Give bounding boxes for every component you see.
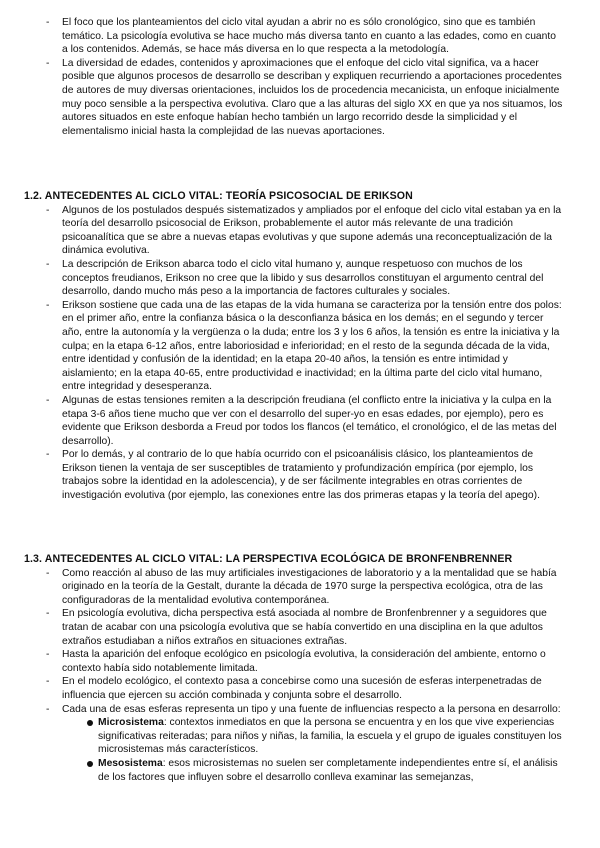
term-description: : esos microsistemas no suelen ser completamente independientes entre sí, el análisis de los factores que influyen sobre el desarrollo conlleva examinar las semejanzas, <box>98 757 558 783</box>
sub-list-item <box>0 757 600 784</box>
section-heading: 1.3. ANTECEDENTES AL CICLO VITAL: LA PERSPECTIVA ECOLÓGICA DE BRONFENBRENNER <box>24 553 513 565</box>
section-erikson <box>0 190 600 503</box>
section-bronfenbrenner <box>0 553 600 784</box>
list-item: - La descripción de Erikson abarca todo el ciclo vital humano y, aunque respetuoso con muchos de los conceptos freudianos, Erikson no cree que la libido y sus desarrollos constituyan el argumento central del desarrollo, dando mucho más peso a la importancia de factores culturales y sociales. <box>0 258 600 299</box>
list-item: - Algunos de los postulados después sistematizados y ampliados por el enfoque del ciclo vital estaban ya en la teoría del desarrollo psicosocial de Erikson, probablemente el autor más relevante de una tradición psicoanalítica que se abre a nuevas etapas evolutivas y que supone además una reconceptualización de la dinámica evolutiva. <box>0 204 600 258</box>
term-description: : contextos inmediatos en que la persona se encuentra y en los que vive experiencias significativas reiteradas; para niños y niñas, la familia, la escuela y el grupo de iguales constituyen los microsistemas más característicos. <box>98 717 562 756</box>
list-item: - Algunas de estas tensiones remiten a la descripción freudiana (el conflicto entre la iniciativa y la culpa en la etapa 3-6 años tiene mucho que ver con el desarrollo del super-yo en esas edades, por ejemplo), pero es evidente que Erikson desborda a Freud por todos los flancos (el temático, el cronológico, el de las metas del desarrollo). <box>0 394 600 448</box>
erikson-list <box>0 204 600 503</box>
section-heading: 1.2. ANTECEDENTES AL CICLO VITAL: TEORÍA PSICOSOCIAL DE ERIKSON <box>24 190 413 202</box>
list-item: - Cada una de esas esferas representa un tipo y una fuente de influencias respecto a la persona en desarrollo: <box>0 703 600 717</box>
list-item: - Erikson sostiene que cada una de las etapas de la vida humana se caracteriza por la tensión entre dos polos: en el primer año, entre la confianza básica o la desconfianza básica en los demás; en el segundo y tercer año, entre la autonomía y la vergüenza o la duda; entre los 3 y los 6 años, la tensión es entre la iniciativa y la culpa; en la etapa 6-12 años, entre laboriosidad e inferioridad; en el resto de la segunda década de la vida, entre identidad y confusión de la identidad; en la etapa 20-40 años, la tensión es entre intimidad y aislamiento; en la etapa 40-65, entre productividad e inactividad; en la última parte del ciclo vital humano, entre integridad y desesperanza. <box>0 299 600 394</box>
list-item: - En el modelo ecológico, el contexto pasa a concebirse como una sucesión de esferas interpenetradas de influencia que ejercen su acción combinada y conjunta sobre el desarrollo. <box>0 675 600 702</box>
bronfenbrenner-list <box>0 567 600 717</box>
intro-list <box>0 16 600 138</box>
list-item: - En psicología evolutiva, dicha perspectiva está asociada al nombre de Bronfenbrenner y a seguidores que tratan de acabar con una psicología evolutiva que se había convertido en una disciplina en la que adultos extraños estudiaban a niños extraños en situaciones extrañas. <box>0 607 600 648</box>
systems-sublist <box>0 716 600 784</box>
list-item: - Como reacción al abuso de las muy artificiales investigaciones de laboratorio y a la mentalidad que se había originado en la teoría de la Gestalt, durante la década de 1970 surge la perspectiva ecológica, otra de las configuradoras de la mentalidad evolutiva contemporánea. <box>0 567 600 608</box>
list-item: - El foco que los planteamientos del ciclo vital ayudan a abrir no es sólo cronológico, sino que es también temático. La psicología evolutiva se hace mucho más diversa tanto en cuanto a las edades, como en cuanto a los contenidos. Además, se hace más diversa en lo que respecta a la metodología. <box>0 16 600 57</box>
sub-list-item <box>0 716 600 757</box>
list-item: - Por lo demás, y al contrario de lo que había ocurrido con el psicoanálisis clásico, los planteamientos de Erikson tienen la ventaja de ser susceptibles de tratamiento y profundización empírica (por ejemplo, los trabajos sobre la identidad en la adolescencia), y de ser fácilmente integrables en otras corrientes de investigación evolutiva (por ejemplo, las conexiones entre las dos primeras etapas y la teoría del apego). <box>0 448 600 502</box>
list-item: - Hasta la aparición del enfoque ecológico en psicología evolutiva, la consideración del ambiente, entorno o contexto había sido notablemente limitada. <box>0 648 600 675</box>
intro-section <box>0 16 600 138</box>
list-item: - La diversidad de edades, contenidos y aproximaciones que el enfoque del ciclo vital significa, va a hacer posible que algunos procesos de desarrollo se describan y expliquen recurriendo a aportaciones procedentes de autores de muy diversas orientaciones, incluidos los de procedencia mecanicista, un enfoque inicialmente muy poco sensible a la perspectiva evolutiva. Claro que a las alturas del siglo XX en que ya nos situamos, los autores situados en este enfoque habían hecho también un largo recorrido desde la simplicidad y el elementalismo inicial hasta la complejidad de las nuevas aportaciones. <box>0 57 600 139</box>
term-label: Microsistema <box>98 717 164 729</box>
term-label: Mesosistema <box>98 757 163 769</box>
